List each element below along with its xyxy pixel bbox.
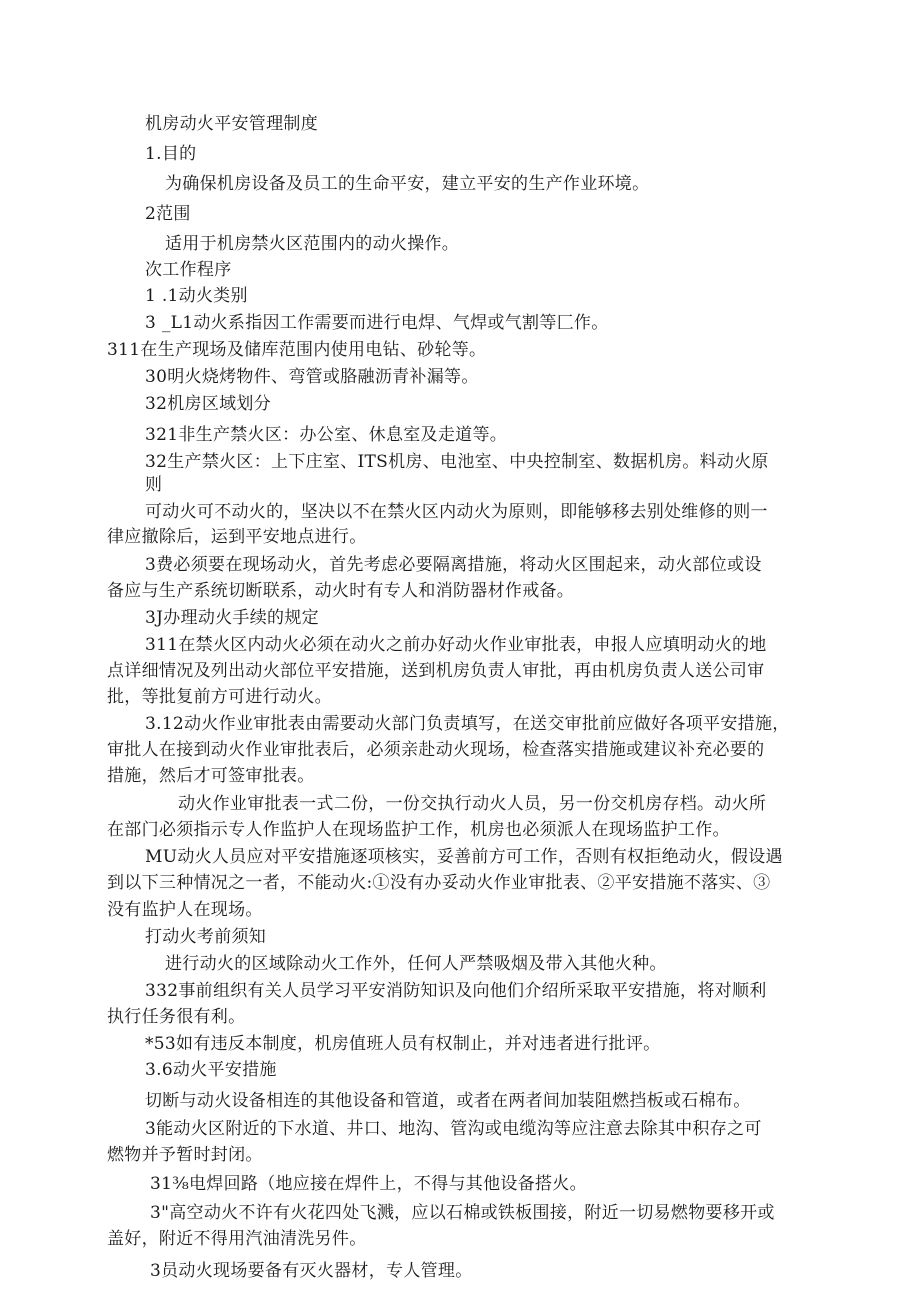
paragraph: 审批人在接到动火作业审批表后，必须亲赴动火现场，检查落实措施或建议补充必要的	[107, 740, 765, 760]
paragraph: 执行任务很有利。	[107, 1007, 246, 1027]
paragraph: 3能动火区附近的下水道、井口、地沟、管沟或电缆沟等应注意去除其中积存之可	[145, 1119, 762, 1139]
section-heading: 32机房区域划分	[145, 394, 272, 414]
paragraph: 则	[145, 475, 163, 495]
paragraph: 切断与动火设备相连的其他设备和管道，或者在两者间加装阻燃挡板或石棉布。	[145, 1091, 751, 1111]
paragraph: 到以下三种情况之一者，不能动火:①没有办妥动火作业审批表、②平安措施不落实、③	[107, 873, 771, 893]
paragraph: 适用于机房禁火区范围内的动火操作。	[165, 234, 460, 254]
section-heading: 打动火考前须知	[145, 927, 267, 947]
paragraph: *53如有违反本制度，机房值班人员有权制止，并对违者进行批评。	[145, 1034, 661, 1054]
paragraph: 进行动火的区域除动火工作外，任何人严禁吸烟及带入其他火种。	[165, 954, 667, 974]
section-heading: 3J办理动火手续的规定	[145, 608, 319, 628]
paragraph: 律应撤除后，运到平安地点进行。	[107, 527, 367, 547]
paragraph: 可动火可不动火的，坚决以不在禁火区内动火为原则，即能够移去别处维修的则一	[145, 502, 768, 522]
paragraph: 31⅜电焊回路（地应接在焊件上，不得与其他设备搭火。	[150, 1174, 587, 1194]
paragraph: 3.12动火作业审批表由需要动火部门负责填写，在送交审批前应做好各项平安措施，	[145, 714, 790, 734]
paragraph: 盖好，附近不得用汽油清洗另件。	[107, 1229, 367, 1249]
paragraph: 为确保机房设备及员工的生命平安，建立平安的生产作业环境。	[165, 174, 650, 194]
paragraph: MU动火人员应对平安措施逐项核实，妥善前方可工作，否则有权拒绝动火，假设遇	[145, 847, 783, 867]
paragraph: 3"高空动火不许有火花四处飞溅，应以石棉或铁板围接，附近一切易燃物要移开或	[150, 1203, 775, 1223]
paragraph: 311在禁火区内动火必须在动火之前办好动火作业审批表，申报人应填明动火的地	[145, 635, 767, 655]
section-heading: 3.6动火平安措施	[145, 1060, 277, 1080]
paragraph: 3费必须要在现场动火，首先考虑必要隔离措施，将动火区围起来，动火部位或设	[145, 555, 762, 575]
document-title: 机房动火平安管理制度	[145, 114, 318, 134]
paragraph: 燃物并予暂时封闭。	[107, 1145, 263, 1165]
paragraph: 点详细情况及列出动火部位平安措施，送到机房负责人审批，再由机房负责人送公司审	[107, 661, 765, 681]
paragraph: 在部门必须指示专人作监护人在现场监护工作，机房也必须派人在现场监护工作。	[107, 820, 730, 840]
paragraph: 30明火烧烤物件、弯管或胳融沥青补漏等。	[145, 367, 479, 387]
section-heading: 1.目的	[145, 144, 197, 164]
paragraph: 3员动火现场要备有灭火器材，专人管理。	[150, 1261, 473, 1281]
paragraph: 311在生产现场及储库范围内使用电钻、砂轮等。	[107, 340, 487, 360]
paragraph: 321非生产禁火区：办公室、休息室及走道等。	[145, 425, 508, 445]
paragraph: 批，等批复前方可进行动火。	[107, 687, 332, 707]
paragraph: 动火作业审批表一式二份，一份交执行动火人员，另一份交机房存档。动火所	[178, 794, 767, 814]
paragraph: 3 _L1动火系指因工作需要而进行电焊、气焊或气割等匚作。	[145, 313, 609, 333]
paragraph: 措施，然后才可签审批表。	[107, 766, 315, 786]
section-heading: 2范围	[145, 204, 191, 224]
paragraph: 32生产禁火区：上下庄室、ITS机房、电池室、中央控制室、数据机房。料动火原	[145, 452, 769, 472]
section-heading: 1 .1动火类别	[145, 286, 248, 306]
paragraph: 332事前组织有关人员学习平安消防知识及向他们介绍所采取平安措施，将对顺利	[145, 981, 767, 1001]
paragraph: 备应与生产系统切断联系，动火时有专人和消防器材作戒备。	[107, 581, 575, 601]
section-heading: 次工作程序	[145, 260, 232, 280]
paragraph: 没有监护人在现场。	[107, 900, 263, 920]
